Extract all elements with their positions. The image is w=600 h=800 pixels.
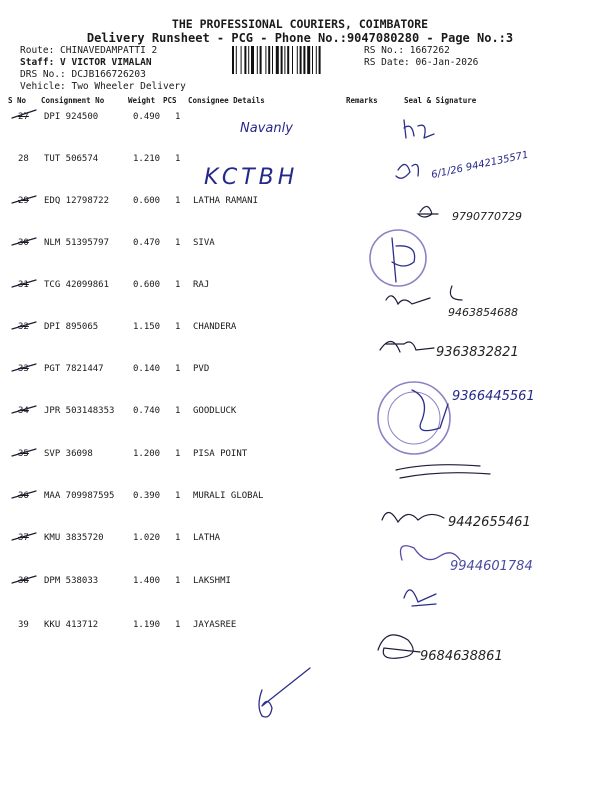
row-weight: 1.400 xyxy=(133,576,161,586)
staff-label: Staff: V VICTOR VIMALAN xyxy=(20,57,152,68)
row-consignee: PVD xyxy=(193,364,210,374)
table-row xyxy=(0,238,600,280)
table-row xyxy=(0,576,600,618)
row-consignment: TUT 506574 xyxy=(44,154,99,164)
table-row xyxy=(0,280,600,322)
row-sno: 39 xyxy=(18,620,29,630)
row-weight: 0.600 xyxy=(133,196,161,206)
col-weight: Weight xyxy=(128,96,156,105)
table-row xyxy=(0,533,600,575)
row-consignee: LATHA RAMANI xyxy=(193,196,259,206)
row-consignment: EDQ 12798722 xyxy=(44,196,110,206)
hw-phone-29: 9790770729 xyxy=(452,210,522,223)
row-pcs: 1 xyxy=(175,364,181,374)
drs-number: DRS No.: DCJB166726203 xyxy=(20,69,146,80)
rs-date: RS Date: 06-Jan-2026 xyxy=(364,57,479,68)
hw-phone-32: 9363832821 xyxy=(436,345,519,360)
row-consignee: MURALI GLOBAL xyxy=(193,491,264,501)
row-consignment: KKU 413712 xyxy=(44,620,99,630)
vehicle-label: Vehicle: Two Wheeler Delivery xyxy=(20,81,186,92)
row-weight: 0.740 xyxy=(133,406,161,416)
row-pcs: 1 xyxy=(175,154,181,164)
row-sno: 36 xyxy=(18,491,29,501)
col-consignee: Consignee Details xyxy=(188,96,265,105)
company-name: THE PROFESSIONAL COURIERS, COIMBATORE xyxy=(171,17,429,31)
runsheet-title: Delivery Runsheet - PCG - Phone No.:9047080280 - Page No.:3 xyxy=(86,31,514,45)
row-consignee: LATHA xyxy=(193,533,221,543)
row-consignee: SIVA xyxy=(193,238,215,248)
row-consignment: TCG 42099861 xyxy=(44,280,110,290)
table-row xyxy=(0,620,600,662)
tick-mark xyxy=(259,668,310,717)
hw-phone-39: 9684638861 xyxy=(420,649,503,664)
row-sno: 31 xyxy=(18,280,29,290)
row-weight: 1.020 xyxy=(133,533,161,543)
row-consignment: NLM 51395797 xyxy=(44,238,110,248)
hw-phone-31: 9463854688 xyxy=(448,306,518,319)
row-consignment: SVP 36098 xyxy=(44,449,93,459)
row-pcs: 1 xyxy=(175,112,181,122)
row-sno: 35 xyxy=(18,449,29,459)
row-pcs: 1 xyxy=(175,533,181,543)
row-pcs: 1 xyxy=(175,576,181,586)
row-weight: 0.390 xyxy=(133,491,161,501)
table-row xyxy=(0,449,600,491)
row-sno: 38 xyxy=(18,576,29,586)
hw-phone-36: 9442655461 xyxy=(448,515,531,530)
hw-phone-37: 9944601784 xyxy=(450,559,533,574)
barcode xyxy=(232,46,358,74)
hw-phone-28: 6/1/26 9442135571 xyxy=(430,149,530,181)
col-sno: S No xyxy=(8,96,27,105)
row-pcs: 1 xyxy=(175,196,181,206)
row-consignment: DPM 538033 xyxy=(44,576,99,586)
rs-number: RS No.: 1667262 xyxy=(364,45,450,56)
row-weight: 0.470 xyxy=(133,238,161,248)
row-sno: 29 xyxy=(18,196,29,206)
row-sno: 33 xyxy=(18,364,29,374)
row-sno: 37 xyxy=(18,533,29,543)
row-weight: 1.150 xyxy=(133,322,161,332)
row-pcs: 1 xyxy=(175,322,181,332)
row-weight: 1.200 xyxy=(133,449,161,459)
row-consignee: GOODLUCK xyxy=(193,406,237,416)
row-sno: 28 xyxy=(18,154,29,164)
col-remarks: Remarks xyxy=(346,96,378,105)
hw-name-28: KCTBH xyxy=(204,165,299,190)
row-weight: 0.140 xyxy=(133,364,161,374)
col-pcs: PCS xyxy=(163,96,177,105)
row-sno: 32 xyxy=(18,322,29,332)
col-consignment: Consignment No xyxy=(41,96,105,105)
row-consignment: DPI 924500 xyxy=(44,112,99,122)
row-pcs: 1 xyxy=(175,238,181,248)
table-row xyxy=(0,406,600,448)
row-consignee: LAKSHMI xyxy=(193,576,231,586)
row-consignee: JAYASREE xyxy=(193,620,237,630)
row-consignment: PGT 7821447 xyxy=(44,364,104,374)
row-sno: 30 xyxy=(18,238,29,248)
table-row xyxy=(0,196,600,238)
row-consignment: JPR 503148353 xyxy=(44,406,115,416)
row-pcs: 1 xyxy=(175,449,181,459)
table-row xyxy=(0,322,600,364)
row-sno: 27 xyxy=(18,112,29,122)
hw-name-27: Navanly xyxy=(240,121,293,136)
table-row xyxy=(0,154,600,196)
row-consignment: DPI 895065 xyxy=(44,322,99,332)
row-consignment: MAA 709987595 xyxy=(44,491,115,501)
row-pcs: 1 xyxy=(175,620,181,630)
table-row xyxy=(0,364,600,406)
row-consignee: RAJ xyxy=(193,280,210,290)
row-weight: 0.600 xyxy=(133,280,161,290)
row-sno: 34 xyxy=(18,406,29,416)
row-consignment: KMU 3835720 xyxy=(44,533,104,543)
row-pcs: 1 xyxy=(175,406,181,416)
table-row xyxy=(0,112,600,154)
row-weight: 0.490 xyxy=(133,112,161,122)
row-weight: 1.190 xyxy=(133,620,161,630)
row-consignee: CHANDERA xyxy=(193,322,237,332)
table-row xyxy=(0,491,600,533)
row-pcs: 1 xyxy=(175,491,181,501)
row-weight: 1.210 xyxy=(133,154,161,164)
hw-phone-34: 9366445561 xyxy=(452,389,535,404)
route-label: Route: CHINAVEDAMPATTI 2 xyxy=(20,45,158,56)
row-consignee: PISA POINT xyxy=(193,449,248,459)
row-pcs: 1 xyxy=(175,280,181,290)
col-seal: Seal & Signature xyxy=(404,96,477,105)
